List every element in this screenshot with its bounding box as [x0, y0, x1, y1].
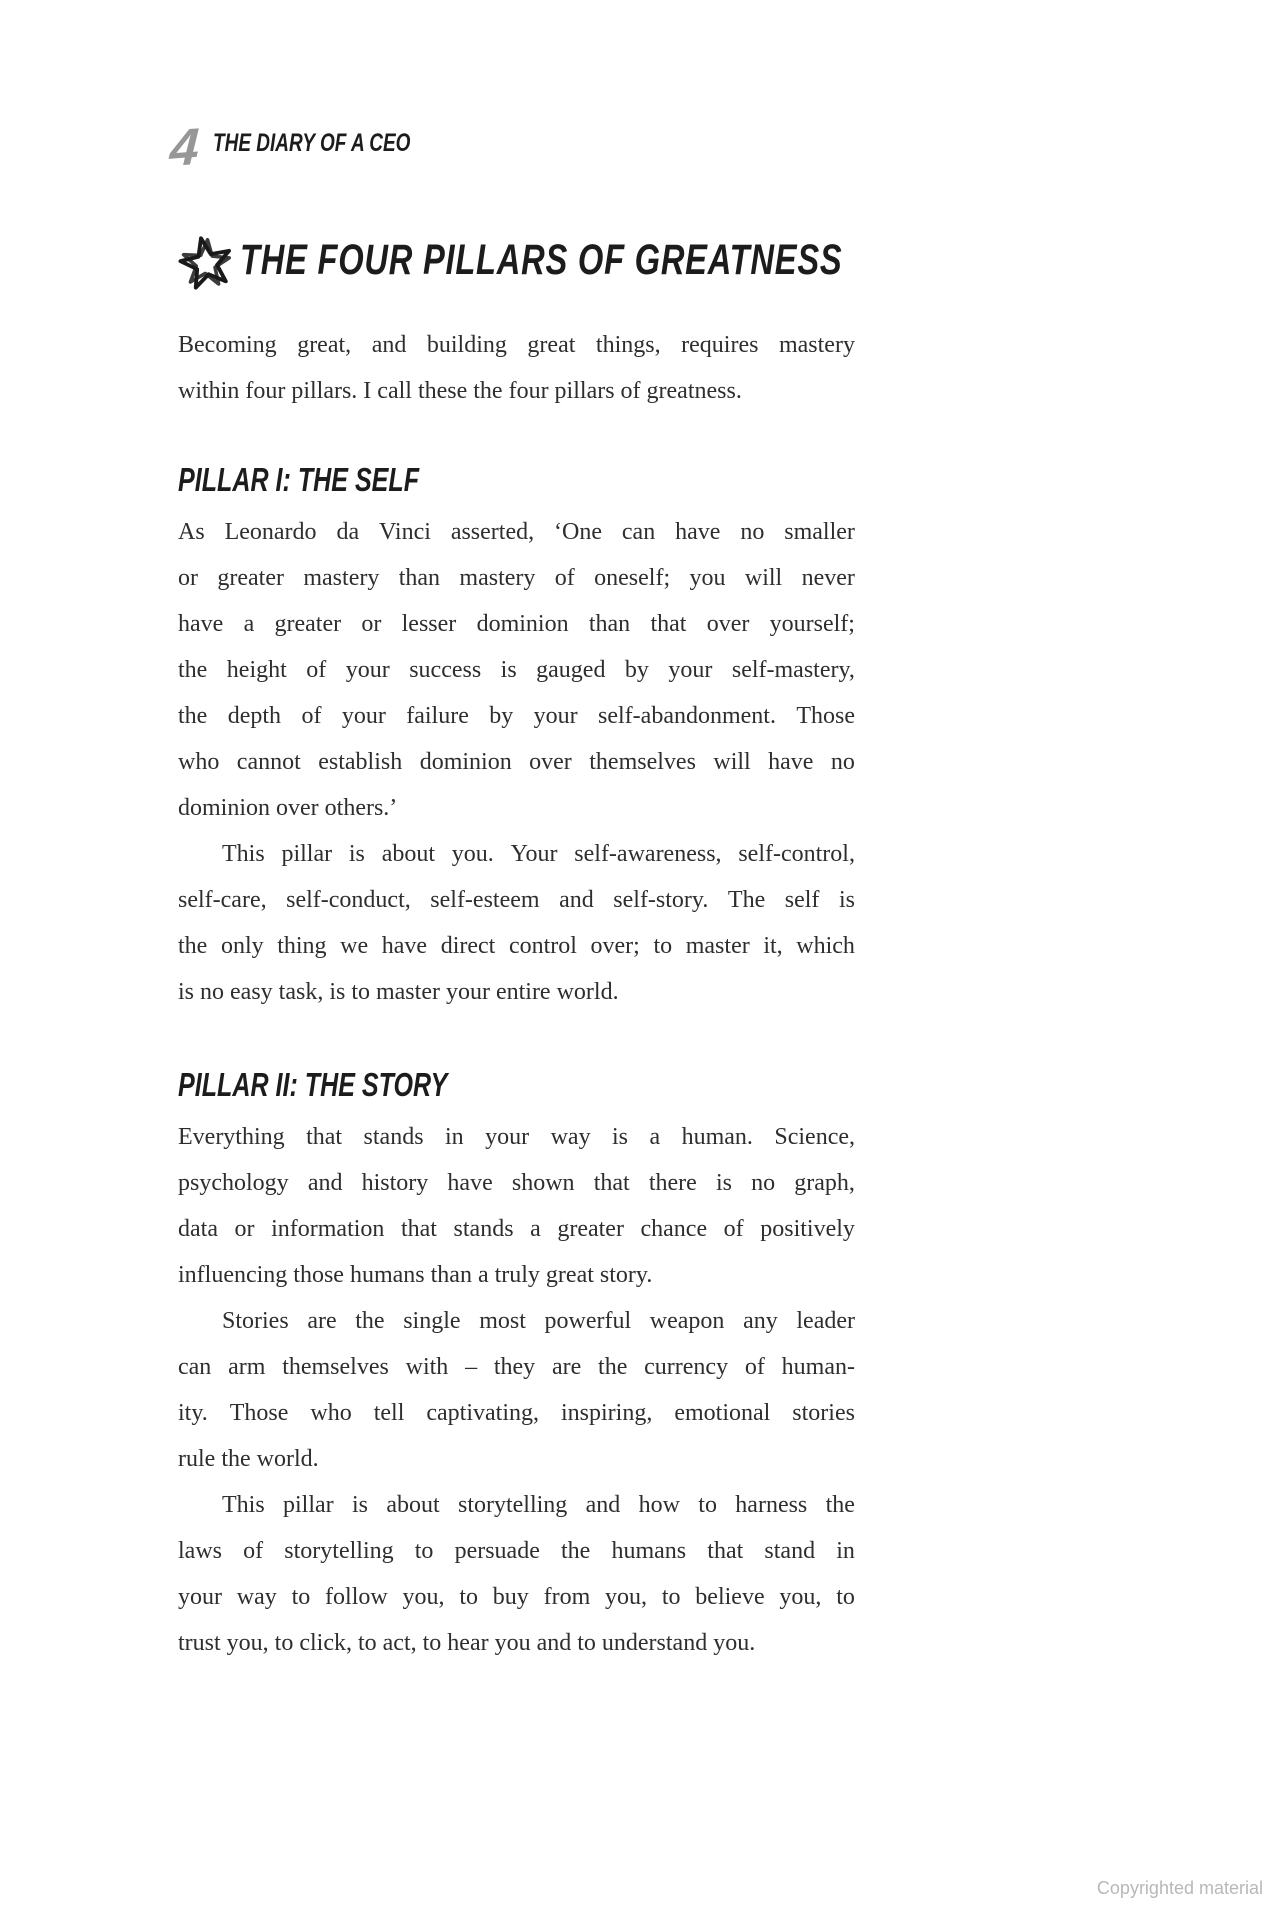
word: mastery [778, 332, 855, 358]
word: way [550, 1124, 591, 1150]
word: pillar [283, 1492, 334, 1518]
word: have [447, 1170, 493, 1196]
word: over; [590, 933, 640, 959]
word: greater [217, 565, 284, 591]
word: are [307, 1308, 337, 1334]
word: human. [681, 1124, 753, 1150]
word: have [768, 749, 814, 775]
word: in [445, 1124, 464, 1150]
chapter-title-text [240, 231, 1033, 289]
word: or [361, 611, 382, 637]
word: – [465, 1354, 478, 1380]
section-heading [178, 458, 855, 502]
word: dominion [419, 749, 512, 775]
word: self-abandonment. [598, 703, 776, 729]
word: that [707, 1538, 744, 1564]
word: than [398, 565, 441, 591]
word: you. [451, 841, 494, 867]
word: and [307, 1170, 343, 1196]
word: follow [325, 1584, 388, 1610]
text-line: trust you, to click, to act, to hear you and to understand you. [178, 1630, 756, 1656]
word: self-awareness, [574, 841, 722, 867]
word: storytelling [457, 1492, 568, 1518]
word: that [306, 1124, 343, 1150]
word: Stories [222, 1308, 289, 1334]
word: self-esteem [430, 887, 540, 913]
word: only [220, 933, 264, 959]
word: your [341, 703, 386, 729]
word: Vinci [379, 519, 431, 545]
text-line [178, 831, 855, 877]
word: yourself; [769, 611, 855, 637]
word: currency [644, 1354, 729, 1380]
word: greater [557, 1216, 624, 1242]
word: your [668, 657, 713, 683]
word: The [727, 887, 766, 913]
word: is [612, 1124, 629, 1150]
word: believe [695, 1584, 765, 1610]
word: a [243, 611, 255, 637]
text-line [178, 877, 855, 923]
word: to [653, 933, 673, 959]
word: is [348, 841, 365, 867]
word: gauged [536, 657, 606, 683]
word: self-care, [178, 887, 267, 913]
text-line [178, 647, 855, 693]
text-line [178, 1206, 855, 1252]
word: oneself; [594, 565, 671, 591]
word: your [485, 1124, 530, 1150]
word: harness [735, 1492, 808, 1518]
word: shown [511, 1170, 575, 1196]
word: psychology [178, 1170, 289, 1196]
word: thing [277, 933, 327, 959]
word: pillar [281, 841, 333, 867]
word: This [222, 841, 265, 867]
word: This [222, 1492, 265, 1518]
star-icon [176, 232, 236, 290]
word: humans [611, 1538, 687, 1564]
text-line [178, 923, 855, 969]
word: about [386, 1492, 440, 1518]
word: your [533, 703, 578, 729]
page-number: 4 [168, 118, 201, 178]
chapter-title [176, 230, 1033, 290]
paragraph [178, 831, 855, 1015]
word: from [543, 1584, 591, 1610]
word: positively [760, 1216, 855, 1242]
text-line [178, 1344, 855, 1390]
word: and [371, 332, 407, 358]
word: no [751, 1170, 776, 1196]
word: ‘One [554, 519, 602, 545]
word: mastery [303, 565, 380, 591]
paragraph [178, 322, 855, 414]
text-line: influencing those humans than a truly great story. [178, 1262, 653, 1288]
word: mastery [459, 565, 536, 591]
word: over [529, 749, 572, 775]
word: self-control, [738, 841, 855, 867]
word: in [836, 1538, 855, 1564]
word: to [698, 1492, 717, 1518]
word: self-mastery, [731, 657, 855, 683]
word: way [236, 1584, 277, 1610]
word: can [621, 519, 656, 545]
word: cannot [236, 749, 301, 775]
text-line [178, 509, 855, 555]
word: buy [492, 1584, 529, 1610]
word: stands [453, 1216, 514, 1242]
word: of [301, 703, 322, 729]
word: direct [440, 933, 496, 959]
paragraph [178, 1482, 855, 1666]
word: to [291, 1584, 311, 1610]
word: themselves [589, 749, 696, 775]
word: you, [605, 1584, 648, 1610]
word: powerful [544, 1308, 632, 1334]
word: your [345, 657, 390, 683]
word: to [414, 1538, 434, 1564]
word: or [178, 565, 198, 591]
paragraph [178, 509, 855, 831]
word: or [234, 1216, 255, 1242]
word: is [500, 657, 517, 683]
word: self-conduct, [286, 887, 411, 913]
chapter-title-label: THE FOUR PILLARS OF GREATNESS [240, 236, 843, 284]
word: is [715, 1170, 732, 1196]
text-line [178, 555, 855, 601]
word: never [801, 565, 855, 591]
word: single [403, 1308, 461, 1334]
text-line: dominion over others.’ [178, 795, 398, 821]
word: is [838, 887, 855, 913]
word: Science, [774, 1124, 855, 1150]
word: emotional [674, 1400, 771, 1426]
word: there [648, 1170, 697, 1196]
word: laws [178, 1538, 222, 1564]
word: the [561, 1538, 591, 1564]
word: self [784, 887, 820, 913]
word: who [310, 1400, 352, 1426]
word: asserted, [450, 519, 535, 545]
word: that [650, 611, 687, 637]
watermark: Copyrighted material [1096, 1878, 1263, 1898]
word: and [585, 1492, 621, 1518]
word: things, [595, 332, 661, 358]
word: storytelling [284, 1538, 394, 1564]
word: your [178, 1584, 222, 1610]
word: data [178, 1216, 218, 1242]
word: the [598, 1354, 628, 1380]
word: human- [781, 1354, 855, 1380]
word: master [685, 933, 750, 959]
text-line: rule the world. [178, 1446, 319, 1472]
text-line [178, 1390, 855, 1436]
word: building [426, 332, 507, 358]
section-heading-label: PILLAR II: THE STORY [178, 1066, 448, 1103]
word: of [744, 1354, 765, 1380]
pillar-section [178, 458, 855, 1015]
word: than [588, 611, 631, 637]
word: they [493, 1354, 536, 1380]
word: height [226, 657, 287, 683]
word: information [271, 1216, 385, 1242]
word: which [796, 933, 855, 959]
word: no [740, 519, 765, 545]
word: smaller [784, 519, 855, 545]
text-line [178, 1114, 855, 1160]
word: stories [792, 1400, 855, 1426]
word: by [489, 703, 514, 729]
text-line [178, 322, 855, 368]
word: Becoming [178, 332, 277, 358]
word: of [243, 1538, 264, 1564]
word: inspiring, [561, 1400, 653, 1426]
word: have [675, 519, 721, 545]
section-heading-label: PILLAR I: THE SELF [178, 461, 420, 498]
word: most [479, 1308, 526, 1334]
pillar-section [178, 1063, 855, 1666]
paragraph [178, 1298, 855, 1482]
word: As [178, 519, 205, 545]
word: da [336, 519, 360, 545]
word: no [830, 749, 855, 775]
word: it, [763, 933, 783, 959]
word: by [624, 657, 649, 683]
word: you [689, 565, 726, 591]
word: tell [373, 1400, 405, 1426]
word: Those [796, 703, 855, 729]
word: ity. [178, 1400, 208, 1426]
word: the [178, 933, 208, 959]
word: how [638, 1492, 680, 1518]
word: greater [274, 611, 342, 637]
word: dominion [476, 611, 569, 637]
word: Leonardo [224, 519, 317, 545]
word: depth [227, 703, 282, 729]
word: the [178, 657, 208, 683]
word: we [340, 933, 369, 959]
word: to [661, 1584, 681, 1610]
word: persuade [454, 1538, 540, 1564]
word: the [355, 1308, 385, 1334]
text-line [178, 693, 855, 739]
word: that [400, 1216, 437, 1242]
running-head-label: THE DIARY OF A CEO [213, 129, 411, 157]
word: have [178, 611, 224, 637]
word: you, [402, 1584, 445, 1610]
text-line [178, 1298, 855, 1344]
running-head [213, 128, 473, 158]
text-line: is no easy task, is to master your entire world. [178, 979, 619, 1005]
word: requires [681, 332, 759, 358]
word: success [409, 657, 482, 683]
word: will [713, 749, 751, 775]
word: Your [510, 841, 558, 867]
word: lesser [401, 611, 457, 637]
word: the [825, 1492, 855, 1518]
word: great, [297, 332, 352, 358]
word: of [723, 1216, 744, 1242]
text-line [178, 739, 855, 785]
word: you, [779, 1584, 822, 1610]
word: history [361, 1170, 429, 1196]
word: with [405, 1354, 449, 1380]
word: have [381, 933, 428, 959]
text-line [178, 1528, 855, 1574]
word: is [351, 1492, 368, 1518]
word: over [706, 611, 750, 637]
word: Those [229, 1400, 289, 1426]
word: are [551, 1354, 582, 1380]
word: arm [228, 1354, 266, 1380]
word: any [743, 1308, 778, 1334]
text-line [178, 1482, 855, 1528]
text-line [178, 601, 855, 647]
section-heading [178, 1063, 855, 1107]
word: control [508, 933, 577, 959]
word: stands [363, 1124, 424, 1150]
word: Everything [178, 1124, 285, 1150]
word: who [178, 749, 220, 775]
word: to [836, 1584, 855, 1610]
word: a [530, 1216, 541, 1242]
word: failure [406, 703, 469, 729]
text-line [178, 1160, 855, 1206]
paragraph [178, 1114, 855, 1298]
word: themselves [282, 1354, 389, 1380]
word: great [527, 332, 576, 358]
word: graph, [794, 1170, 855, 1196]
word: of [554, 565, 575, 591]
word: of [306, 657, 327, 683]
word: leader [796, 1308, 855, 1334]
word: about [381, 841, 436, 867]
word: chance [640, 1216, 708, 1242]
text-line: within four pillars. I call these the four pillars of greatness. [178, 378, 742, 404]
word: weapon [649, 1308, 725, 1334]
text-line [178, 1574, 855, 1620]
word: a [649, 1124, 661, 1150]
intro-paragraph [178, 322, 855, 414]
word: can [178, 1354, 212, 1380]
word: captivating, [426, 1400, 540, 1426]
word: that [593, 1170, 630, 1196]
word: self-story. [613, 887, 709, 913]
word: and [559, 887, 594, 913]
word: will [744, 565, 783, 591]
word: establish [318, 749, 403, 775]
word: the [178, 703, 208, 729]
word: stand [764, 1538, 816, 1564]
word: to [459, 1584, 478, 1610]
